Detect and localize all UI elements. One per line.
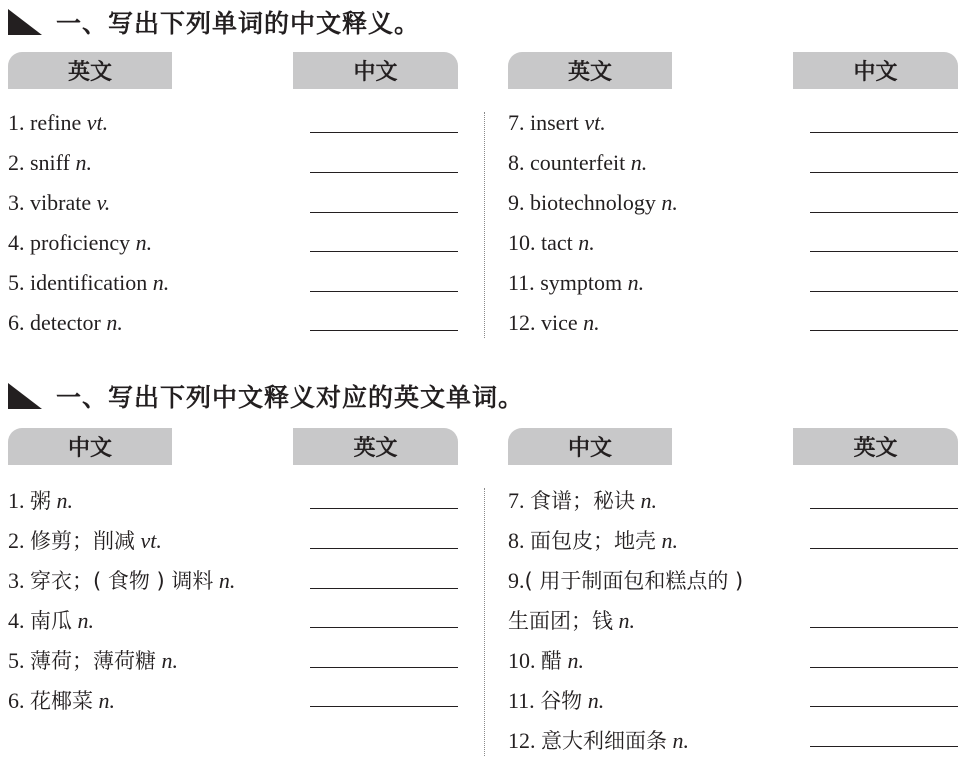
answer-blank[interactable] bbox=[810, 667, 958, 668]
list-item: 5. 薄荷；薄荷糖 n. bbox=[8, 648, 178, 673]
section1-heading bbox=[8, 4, 420, 40]
s1-header-chinese-left: 中文 bbox=[293, 52, 458, 89]
list-item: 6. 花椰菜 n. bbox=[8, 688, 115, 713]
list-item: 8. 面包皮；地壳 n. bbox=[508, 528, 678, 553]
list-item: 9. biotechnology n. bbox=[508, 190, 678, 215]
answer-blank[interactable] bbox=[310, 291, 458, 292]
answer-blank[interactable] bbox=[310, 330, 458, 331]
answer-blank[interactable] bbox=[310, 132, 458, 133]
answer-blank[interactable] bbox=[810, 251, 958, 252]
answer-blank[interactable] bbox=[310, 508, 458, 509]
answer-blank[interactable] bbox=[810, 212, 958, 213]
section1-title: 一、写出下列单词的中文释义。 bbox=[56, 9, 421, 38]
answer-blank[interactable] bbox=[810, 508, 958, 509]
s1-header-english-left: 英文 bbox=[8, 52, 172, 89]
list-item: 12. 意大利细面条 n. bbox=[508, 728, 689, 753]
list-item: 9.( 用于制面包和糕点的 ) bbox=[508, 568, 744, 593]
s2-header-chinese-right: 中文 bbox=[508, 428, 672, 465]
answer-blank[interactable] bbox=[310, 588, 458, 589]
s2-column-divider bbox=[484, 488, 485, 756]
list-item: 4. 南瓜 n. bbox=[8, 608, 94, 633]
list-item: 3. vibrate v. bbox=[8, 190, 111, 215]
list-item: 1. refine vt. bbox=[8, 110, 109, 135]
list-item: 7. 食谱；秘诀 n. bbox=[508, 488, 657, 513]
list-item: 11. 谷物 n. bbox=[508, 688, 605, 713]
list-item: 11. symptom n. bbox=[508, 270, 645, 295]
list-item: 12. vice n. bbox=[508, 310, 600, 335]
s2-header-english-right: 英文 bbox=[793, 428, 958, 465]
s2-header-english-left: 英文 bbox=[293, 428, 458, 465]
answer-blank[interactable] bbox=[810, 548, 958, 549]
list-item: 6. detector n. bbox=[8, 310, 123, 335]
s1-header-chinese-right: 中文 bbox=[793, 52, 958, 89]
s1-column-divider bbox=[484, 112, 485, 338]
list-item: 2. sniff n. bbox=[8, 150, 92, 175]
section2-heading bbox=[8, 378, 524, 414]
answer-blank[interactable] bbox=[310, 627, 458, 628]
answer-blank[interactable] bbox=[810, 330, 958, 331]
triangle-bullet-icon bbox=[8, 383, 42, 409]
answer-blank[interactable] bbox=[310, 212, 458, 213]
answer-blank[interactable] bbox=[810, 172, 958, 173]
answer-blank[interactable] bbox=[810, 706, 958, 707]
list-item: 10. tact n. bbox=[508, 230, 595, 255]
list-item: 生面团；钱 n. bbox=[508, 608, 635, 633]
answer-blank[interactable] bbox=[310, 172, 458, 173]
answer-blank[interactable] bbox=[810, 746, 958, 747]
list-item: 4. proficiency n. bbox=[8, 230, 153, 255]
triangle-bullet-icon bbox=[8, 9, 42, 35]
s2-header-chinese-left: 中文 bbox=[8, 428, 172, 465]
answer-blank[interactable] bbox=[310, 706, 458, 707]
list-item: 2. 修剪；削减 vt. bbox=[8, 528, 162, 553]
s1-header-english-right: 英文 bbox=[508, 52, 672, 89]
list-item: 5. identification n. bbox=[8, 270, 170, 295]
answer-blank[interactable] bbox=[310, 548, 458, 549]
list-item: 10. 醋 n. bbox=[508, 648, 584, 673]
answer-blank[interactable] bbox=[310, 667, 458, 668]
list-item: 3. 穿衣；( 食物 ) 调料 n. bbox=[8, 568, 236, 593]
list-item: 7. insert vt. bbox=[508, 110, 606, 135]
answer-blank[interactable] bbox=[310, 251, 458, 252]
answer-blank[interactable] bbox=[810, 627, 958, 628]
list-item: 1. 粥 n. bbox=[8, 488, 73, 513]
section2-title: 一、写出下列中文释义对应的英文单词。 bbox=[56, 383, 525, 412]
list-item: 8. counterfeit n. bbox=[508, 150, 648, 175]
answer-blank[interactable] bbox=[810, 132, 958, 133]
answer-blank[interactable] bbox=[810, 291, 958, 292]
